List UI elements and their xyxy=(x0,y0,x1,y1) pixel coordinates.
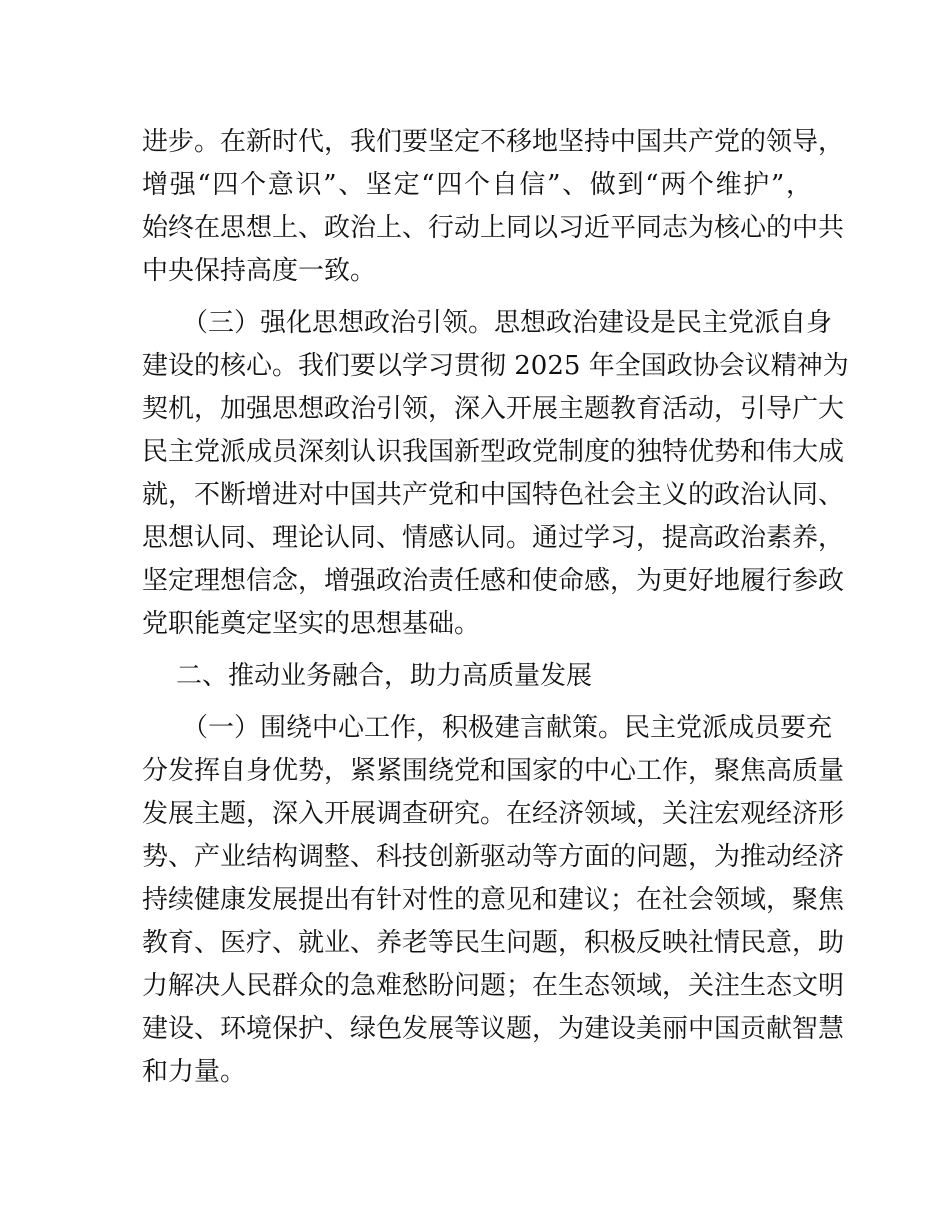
paragraph-line: 持续健康发展提出有针对性的意见和建议；在社会领域，聚焦 xyxy=(142,885,845,915)
paragraph-line: 建设、环境保护、绿色发展等议题，为建设美丽中国贡献智慧 xyxy=(142,1014,845,1044)
paragraph-line: 增强“四个意识”、坚定“四个自信”、做到“两个维护”， xyxy=(142,170,812,200)
paragraph-line: 势、产业结构调整、科技创新驱动等方面的问题，为推动经济 xyxy=(142,842,845,872)
section-heading-1: （一）围绕中心工作，积极建言献策。民主党派成员要充 xyxy=(182,713,833,743)
paragraph-line: 分发挥自身优势，紧紧围绕党和国家的中心工作，聚焦高质量 xyxy=(142,756,845,786)
paragraph-line: 党职能奠定坚实的思想基础。 xyxy=(142,609,481,639)
paragraph-line: 建设的核心。我们要以学习贯彻 2025 年全国政协会议精神为 xyxy=(142,351,849,381)
paragraph-line: 契机，加强思想政治引领，深入开展主题教育活动，引导广大 xyxy=(142,394,845,424)
paragraph-line: 坚定理想信念，增强政治责任感和使命感，为更好地履行参政 xyxy=(142,566,845,596)
paragraph-line: 发展主题，深入开展调查研究。在经济领域，关注宏观经济形 xyxy=(142,799,845,829)
paragraph-line: 就，不断增进对中国共产党和中国特色社会主义的政治认同、 xyxy=(142,480,845,510)
paragraph-line: 民主党派成员深刻认识我国新型政党制度的独特优势和伟大成 xyxy=(142,437,845,467)
section-heading-2: 二、推动业务融合，助力高质量发展 xyxy=(176,661,593,691)
paragraph-line: 进步。在新时代，我们要坚定不移地坚持中国共产党的领导， xyxy=(142,127,845,157)
section-heading-3: （三）强化思想政治引领。思想政治建设是民主党派自身 xyxy=(182,308,833,338)
paragraph-line: 教育、医疗、就业、养老等民生问题，积极反映社情民意，助 xyxy=(142,928,845,958)
paragraph-line: 力解决人民群众的急难愁盼问题；在生态领域，关注生态文明 xyxy=(142,971,845,1001)
paragraph-line: 和力量。 xyxy=(142,1057,247,1087)
paragraph-line: 中央保持高度一致。 xyxy=(142,256,377,286)
paragraph-line: 始终在思想上、政治上、行动上同以习近平同志为核心的中共 xyxy=(142,213,845,243)
paragraph-line: 思想认同、理论认同、情感认同。通过学习，提高政治素养， xyxy=(142,523,845,553)
